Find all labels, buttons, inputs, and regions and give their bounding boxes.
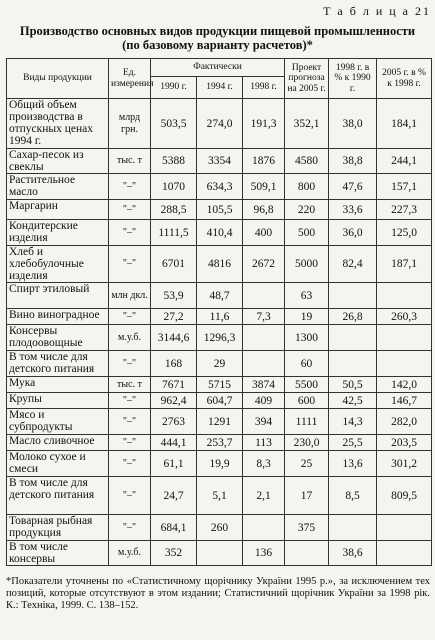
table-row [7,283,432,309]
cell-y1994: 48,7 [197,283,243,309]
table-row [7,451,432,477]
table-body [7,99,432,566]
cell-forecast: 19 [285,309,329,325]
header-forecast: Проект прогноза на 2005 г. [285,59,329,99]
cell-pct1998: 47,6 [329,174,377,200]
cell-name: Молоко сухое и смеси [7,451,109,477]
production-table [6,58,432,566]
cell-y1990: 168 [151,351,197,377]
cell-forecast: 4580 [285,149,329,174]
cell-unit: "–" [109,200,151,220]
cell-forecast: 800 [285,174,329,200]
cell-y1998: 509,1 [243,174,285,200]
cell-y1990: 61,1 [151,451,197,477]
cell-forecast: 220 [285,200,329,220]
cell-unit: м.у.б. [109,325,151,351]
cell-y1994: 5,1 [197,477,243,515]
cell-y1998: 409 [243,393,285,409]
cell-pct2005: 809,5 [377,477,432,515]
title-line-1: Производство основных видов продукции пищевой промышленности [19,24,416,38]
cell-pct2005: 142,0 [377,377,432,393]
cell-y1994: 5715 [197,377,243,393]
cell-y1994: 3354 [197,149,243,174]
cell-name: Мясо и субпродукты [7,409,109,435]
cell-pct1998: 38,6 [329,541,377,566]
cell-name: Хлеб и хлебобулочные изделия [7,246,109,283]
cell-pct1998: 38,8 [329,149,377,174]
table-row [7,393,432,409]
cell-pct2005 [377,283,432,309]
cell-y1994 [197,541,243,566]
cell-pct2005: 260,3 [377,309,432,325]
cell-y1990: 503,5 [151,99,197,149]
cell-pct1998: 8,5 [329,477,377,515]
cell-pct1998: 36,0 [329,220,377,246]
cell-pct2005: 125,0 [377,220,432,246]
cell-unit: "–" [109,477,151,515]
cell-name: В том числе для детского питания [7,477,109,515]
cell-forecast: 25 [285,451,329,477]
cell-y1990: 7671 [151,377,197,393]
cell-y1990: 27,2 [151,309,197,325]
cell-name: Мука [7,377,109,393]
cell-unit: "–" [109,246,151,283]
cell-unit: "–" [109,393,151,409]
cell-pct2005: 244,1 [377,149,432,174]
cell-y1998: 1876 [243,149,285,174]
cell-forecast: 230,0 [285,435,329,451]
cell-name: В том числе консервы [7,541,109,566]
cell-name: Консервы плодоовощные [7,325,109,351]
cell-pct1998: 13,6 [329,451,377,477]
cell-unit: "–" [109,515,151,541]
cell-forecast: 5000 [285,246,329,283]
cell-y1998: 394 [243,409,285,435]
cell-y1998: 96,8 [243,200,285,220]
cell-y1990: 1070 [151,174,197,200]
cell-pct2005: 203,5 [377,435,432,451]
cell-pct1998 [329,325,377,351]
cell-unit: "–" [109,220,151,246]
cell-y1998: 113 [243,435,285,451]
cell-name: Товарная рыбная продукция [7,515,109,541]
cell-y1998 [243,283,285,309]
title-line-2: (по базовому варианту расчетов)* [122,38,313,52]
cell-name: Вино виноградное [7,309,109,325]
cell-y1994: 604,7 [197,393,243,409]
cell-name: Общий объем производства в отпускных ценах 1994 г. [7,99,109,149]
cell-unit: м.у.б. [109,541,151,566]
header-1994: 1994 г. [197,77,243,99]
cell-pct1998: 26,8 [329,309,377,325]
cell-name: Маргарин [7,200,109,220]
cell-forecast: 600 [285,393,329,409]
table-row [7,435,432,451]
cell-name: В том числе для детского питания [7,351,109,377]
cell-y1998: 191,3 [243,99,285,149]
cell-y1994: 29 [197,351,243,377]
cell-pct2005 [377,351,432,377]
cell-unit: "–" [109,409,151,435]
header-product: Виды продукции [7,59,109,99]
cell-y1990: 962,4 [151,393,197,409]
cell-forecast: 352,1 [285,99,329,149]
cell-unit: "–" [109,351,151,377]
cell-unit: млрд грн. [109,99,151,149]
cell-y1994: 274,0 [197,99,243,149]
table-row [7,99,432,149]
cell-y1990: 684,1 [151,515,197,541]
cell-pct1998: 38,0 [329,99,377,149]
footnote: *Показатели уточнены по «Статистичному щорічнику України 1995 р.», за исключением тех позиций, которые отсутствуют в этом издании; Статистичний щорічник України за 1998 рік. К.: Техніка, 1999. С. 138–152. [6,576,430,611]
cell-unit: тыс. т [109,377,151,393]
cell-pct2005: 282,0 [377,409,432,435]
table-row [7,200,432,220]
cell-y1990: 352 [151,541,197,566]
cell-y1998: 400 [243,220,285,246]
cell-y1994: 253,7 [197,435,243,451]
cell-name: Сахар-песок из свеклы [7,149,109,174]
table-row [7,309,432,325]
table-row [7,515,432,541]
cell-y1998 [243,515,285,541]
cell-y1994: 1291 [197,409,243,435]
cell-pct2005 [377,541,432,566]
cell-forecast: 500 [285,220,329,246]
cell-forecast: 1111 [285,409,329,435]
cell-y1994: 410,4 [197,220,243,246]
cell-y1998: 8,3 [243,451,285,477]
table-title [0,24,435,52]
cell-y1990: 1111,5 [151,220,197,246]
cell-y1990: 53,9 [151,283,197,309]
cell-y1994: 1296,3 [197,325,243,351]
table-row [7,409,432,435]
cell-name: Крупы [7,393,109,409]
cell-pct2005: 187,1 [377,246,432,283]
cell-y1998 [243,325,285,351]
cell-y1990: 6701 [151,246,197,283]
cell-unit: тыс. т [109,149,151,174]
table-row [7,325,432,351]
cell-unit: млн дкл. [109,283,151,309]
cell-unit: "–" [109,309,151,325]
cell-pct1998 [329,515,377,541]
cell-y1994: 11,6 [197,309,243,325]
cell-pct1998: 82,4 [329,246,377,283]
cell-y1994: 4816 [197,246,243,283]
cell-name: Кондитерские изделия [7,220,109,246]
cell-forecast: 60 [285,351,329,377]
cell-y1994: 634,3 [197,174,243,200]
table-row [7,541,432,566]
cell-y1990: 3144,6 [151,325,197,351]
cell-y1990: 444,1 [151,435,197,451]
cell-name: Растительное масло [7,174,109,200]
header-pct-1998: 1998 г. в % к 1990 г. [329,59,377,99]
cell-pct1998: 14,3 [329,409,377,435]
cell-pct2005: 157,1 [377,174,432,200]
cell-pct1998: 33,6 [329,200,377,220]
cell-name: Масло сливочное [7,435,109,451]
cell-unit: "–" [109,174,151,200]
cell-pct2005: 301,2 [377,451,432,477]
cell-unit: "–" [109,435,151,451]
table-row [7,477,432,515]
cell-y1990: 5388 [151,149,197,174]
cell-pct2005 [377,325,432,351]
cell-y1994: 260 [197,515,243,541]
cell-pct1998: 25,5 [329,435,377,451]
cell-y1990: 2763 [151,409,197,435]
table-row [7,351,432,377]
header-unit: Ед. измерения [109,59,151,99]
cell-forecast: 5500 [285,377,329,393]
cell-pct1998 [329,283,377,309]
cell-y1998 [243,351,285,377]
cell-forecast: 375 [285,515,329,541]
cell-pct2005: 146,7 [377,393,432,409]
header-pct-2005: 2005 г. в % к 1998 г. [377,59,432,99]
cell-y1998: 136 [243,541,285,566]
table-row [7,377,432,393]
table-row [7,220,432,246]
cell-pct1998: 50,5 [329,377,377,393]
cell-forecast: 1300 [285,325,329,351]
cell-pct2005: 184,1 [377,99,432,149]
table-label: Т а б л и ц а 21 [323,4,431,18]
cell-y1998: 3874 [243,377,285,393]
cell-pct1998 [329,351,377,377]
cell-unit: "–" [109,451,151,477]
header-1998: 1998 г. [243,77,285,99]
header-1990: 1990 г. [151,77,197,99]
cell-pct2005 [377,515,432,541]
cell-y1994: 105,5 [197,200,243,220]
cell-y1994: 19,9 [197,451,243,477]
cell-y1990: 288,5 [151,200,197,220]
table-row [7,149,432,174]
cell-forecast: 63 [285,283,329,309]
table-row [7,246,432,283]
cell-pct1998: 42,5 [329,393,377,409]
cell-y1998: 2672 [243,246,285,283]
header-actual: Фактически [151,59,285,77]
cell-y1990: 24,7 [151,477,197,515]
cell-forecast: 17 [285,477,329,515]
cell-y1998: 2,1 [243,477,285,515]
cell-pct2005: 227,3 [377,200,432,220]
table-row [7,174,432,200]
cell-y1998: 7,3 [243,309,285,325]
cell-forecast [285,541,329,566]
cell-name: Спирт этиловый [7,283,109,309]
